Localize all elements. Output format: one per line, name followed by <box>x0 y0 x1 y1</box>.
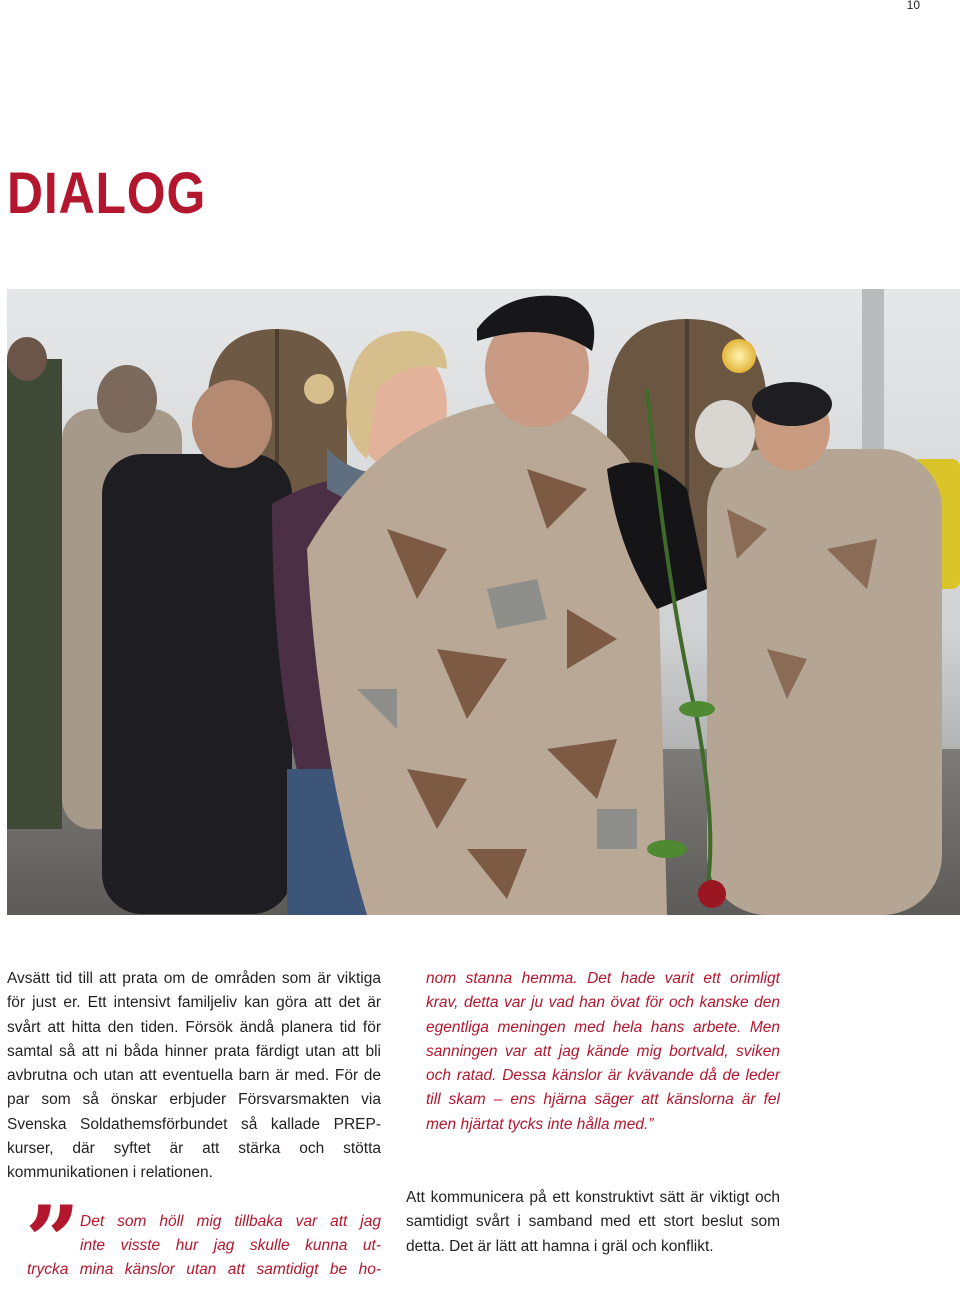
pull-quote-line-1: Det som höll mig tillbaka var att jag <box>80 1213 381 1230</box>
pull-quote <box>7 1185 381 1298</box>
quote-mark-icon: ” <box>25 1185 81 1298</box>
page-number: 10 <box>906 0 920 12</box>
section-title: DIALOG <box>7 161 207 226</box>
photo-couple-embrace <box>7 289 960 915</box>
pull-quote-continuation: nom stanna hemma. Det hade varit ett orimligt krav, detta var ju vad han övat för och kanske den egentliga meningen med hela hans arbete. Men sanningen var att jag kände mig bortvald, sviken och ratad. Dessa känslor är kvävande då de leder till skam – ens hjärna säger att känslorna är fel men hjärtat tycks inte hålla med.” <box>426 970 780 1133</box>
body-paragraph-left: Avsätt tid till att prata om de områden som är viktiga för just er. Ett intensivt familjeliv kan göra att det är svårt att hitta den tiden. Försök ändå planera tid för samtal så att ni båda hinner prata färdigt utan att bli avbrutna och utan att eventuella barn är med. För de par som så önskar erbjuder Försvarsmakten via Svenska Soldathemsförbundet så kallade PREP-kurser, där syftet är att stärka och stötta kommunikationen i relationen. <box>7 970 381 1182</box>
pull-quote-line-2: inte visste hur jag skulle kunna ut- <box>80 1237 381 1254</box>
pull-quote-line-3: trycka mina känslor utan att samtidigt be ho- <box>27 1261 381 1278</box>
body-paragraph-right: Att kommunicera på ett konstruktivt sätt är viktigt och samtidigt svårt i samband med ett stort beslut som detta. Det är lätt att hamna i gräl och konflikt. <box>406 1189 780 1255</box>
